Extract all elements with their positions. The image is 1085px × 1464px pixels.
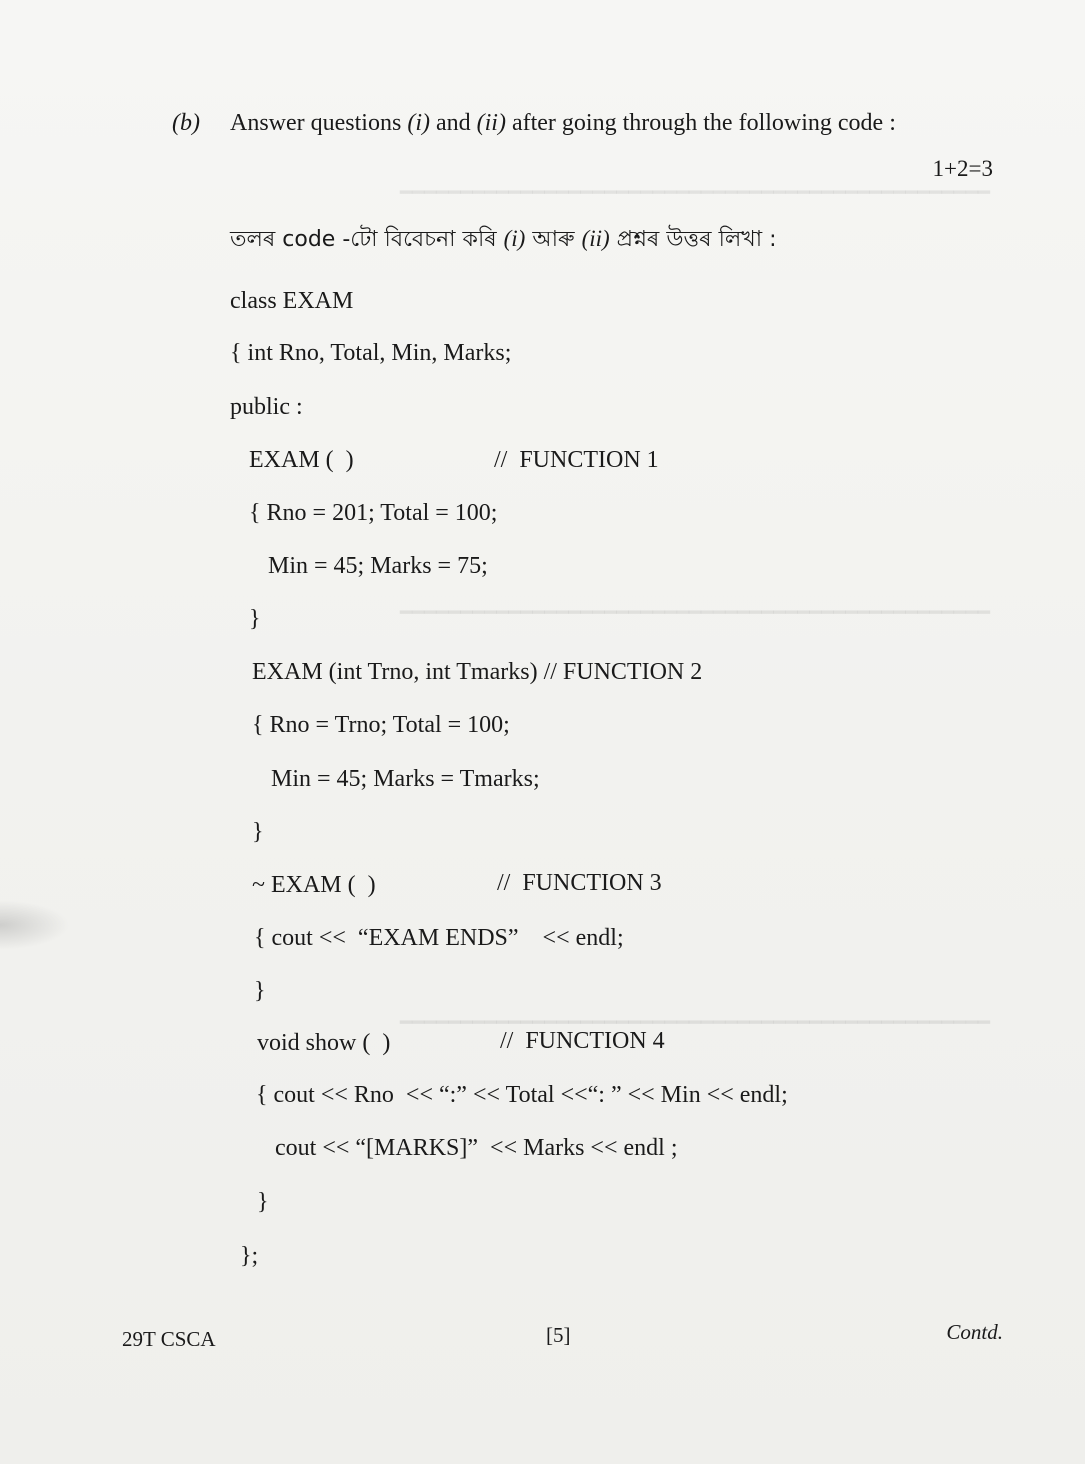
code-line-function1-close: } [249,606,261,632]
question-part-i: (i) [407,110,430,136]
code-comment-function4: // FUNCTION 4 [500,1028,665,1054]
code-line-function2-body2: Min = 45; Marks = Tmarks; [271,766,540,792]
code-line-function3-close: } [254,978,266,1004]
code-comment-function1: // FUNCTION 1 [494,447,659,473]
scan-smudge-decoration [0,900,70,950]
question-text-after: after going through the following code : [505,110,896,136]
page-number: [5] [546,1323,571,1347]
assamese-instruction [230,222,776,259]
code-line-members: { int Rno, Total, Min, Marks; [230,340,512,366]
question-part-ii: (ii) [476,110,506,136]
assamese-before: তলৰ code -টো বিবেচনা কৰি [230,227,504,252]
code-line-function2-body1: { Rno = Trno; Total = 100; [252,712,510,738]
code-line-function4-close: } [257,1189,269,1215]
code-line-function2-signature: EXAM (int Trno, int Tmarks) // FUNCTION 2 [252,659,703,685]
assamese-middle: আৰু [525,227,582,252]
code-line-public: public : [230,394,303,420]
bleed-through-decoration: ━━━━━━━━━━━━━━━━━━━━━━━━━━━━━━━━━━━━━━━━━━━━━━━━━ [399,1012,990,1034]
code-line-function3-body: { cout << “EXAM ENDS” << endl; [254,925,624,951]
question-text-and: and [429,110,477,136]
code-line-function1-signature: EXAM ( ) [249,447,354,473]
code-line-function2-close: } [252,819,264,845]
assamese-after: প্ৰশ্নৰ উত্তৰ লিখা : [609,227,777,252]
code-line-class: class EXAM [230,288,354,314]
question-label: (b) [172,110,200,136]
code-line-function3-signature: ~ EXAM ( ) [252,872,376,898]
code-comment-function3: // FUNCTION 3 [497,870,662,896]
code-line-function1-body2: Min = 45; Marks = 75; [268,553,488,579]
question-text [230,110,896,137]
code-line-function1-body1: { Rno = 201; Total = 100; [249,500,498,526]
paper-code: 29T CSCA [122,1327,216,1351]
question-marks: 1+2=3 [932,156,993,181]
code-line-function4-signature: void show ( ) [257,1030,391,1056]
code-line-function4-body2: cout << “[MARKS]” << Marks << endl ; [275,1135,678,1161]
bleed-through-decoration: ━━━━━━━━━━━━━━━━━━━━━━━━━━━━━━━━━━━━━━━━━━━━━━━━━ [399,182,990,204]
assamese-part-i: (i) [503,226,526,251]
code-line-class-close: }; [240,1243,259,1269]
question-text-before: Answer questions [230,110,408,136]
code-line-function4-body1: { cout << Rno << “:” << Total <<“: ” << Min << endl; [256,1082,788,1108]
bleed-through-decoration: ━━━━━━━━━━━━━━━━━━━━━━━━━━━━━━━━━━━━━━━━━━━━━━━━━ [399,602,990,624]
assamese-part-ii: (ii) [581,226,610,251]
continued-note: Contd. [946,1320,1003,1344]
